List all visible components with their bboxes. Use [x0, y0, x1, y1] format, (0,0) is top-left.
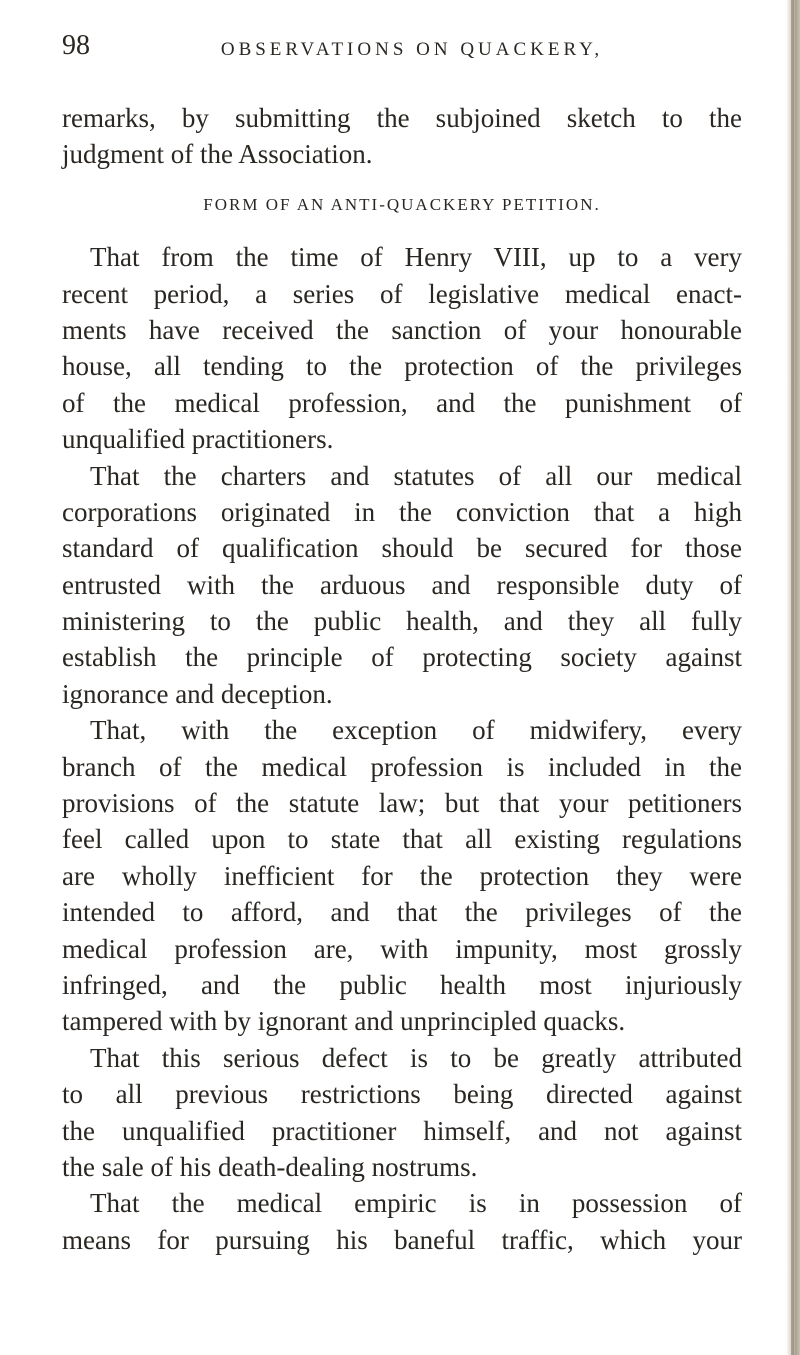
page-edge-shadow — [786, 0, 800, 1355]
page-edge-line — [791, 0, 794, 1355]
text-line: intended to afford, and that the privileges of the — [62, 897, 742, 928]
text-line: unqualified practitioners. — [62, 424, 334, 455]
text-line: That the charters and statutes of all our medical — [90, 460, 742, 491]
text-line: to all previous restrictions being directed against — [62, 1079, 742, 1110]
text-line: corporations originated in the conviction that a high — [62, 496, 742, 527]
running-head: OBSERVATIONS ON QUACKERY, — [220, 39, 604, 60]
text-line: infringed, and the public health most injuriously — [62, 969, 742, 1000]
text-line: house, all tending to the protection of the privileges — [62, 351, 742, 382]
text-line: establish the principle of protecting society against — [62, 642, 742, 673]
text-line: judgment of the Association. — [62, 139, 373, 170]
text-line: That, with the exception of midwifery, every — [90, 715, 742, 746]
text-line: means for pursuing his baneful traffic, which your — [62, 1224, 742, 1255]
text-line: standard of qualification should be secured for those — [62, 533, 742, 564]
text-line: entrusted with the arduous and responsible duty of — [62, 569, 742, 600]
text-line: medical profession are, with impunity, most grossly — [62, 933, 742, 964]
text-line: That this serious defect is to be greatly attributed — [90, 1042, 742, 1073]
text-line: That from the time of Henry VIII, up to a very — [90, 242, 742, 273]
text-line: feel called upon to state that all existing regulations — [62, 824, 742, 855]
page-number: 98 — [62, 30, 90, 61]
text-line: ments have received the sanction of your honourable — [62, 314, 742, 345]
body-text — [62, 100, 742, 1258]
text-line: That the medical empiric is in possession of — [90, 1188, 742, 1219]
text-line: provisions of the statute law; but that your petitioners — [62, 788, 742, 819]
text-line: the unqualified practitioner himself, and not against — [62, 1115, 742, 1146]
page-header — [62, 30, 742, 70]
text-line: remarks, by submitting the subjoined sketch to the — [62, 103, 742, 133]
text-line: are wholly inefficient for the protection they were — [62, 860, 742, 891]
section-title: FORM OF AN ANTI-QUACKERY PETITION. — [203, 194, 601, 214]
text-line: branch of the medical profession is included in the — [62, 751, 742, 782]
text-line: the sale of his death-dealing nostrums. — [62, 1151, 478, 1182]
text-line: recent period, a series of legislative medical enact- — [62, 278, 742, 309]
text-line: of the medical profession, and the punishment of — [62, 387, 742, 418]
text-line: tampered with by ignorant and unprincipled quacks. — [62, 1006, 626, 1037]
text-line: ignorance and deception. — [62, 678, 333, 709]
text-line: ministering to the public health, and they all fully — [62, 606, 742, 637]
